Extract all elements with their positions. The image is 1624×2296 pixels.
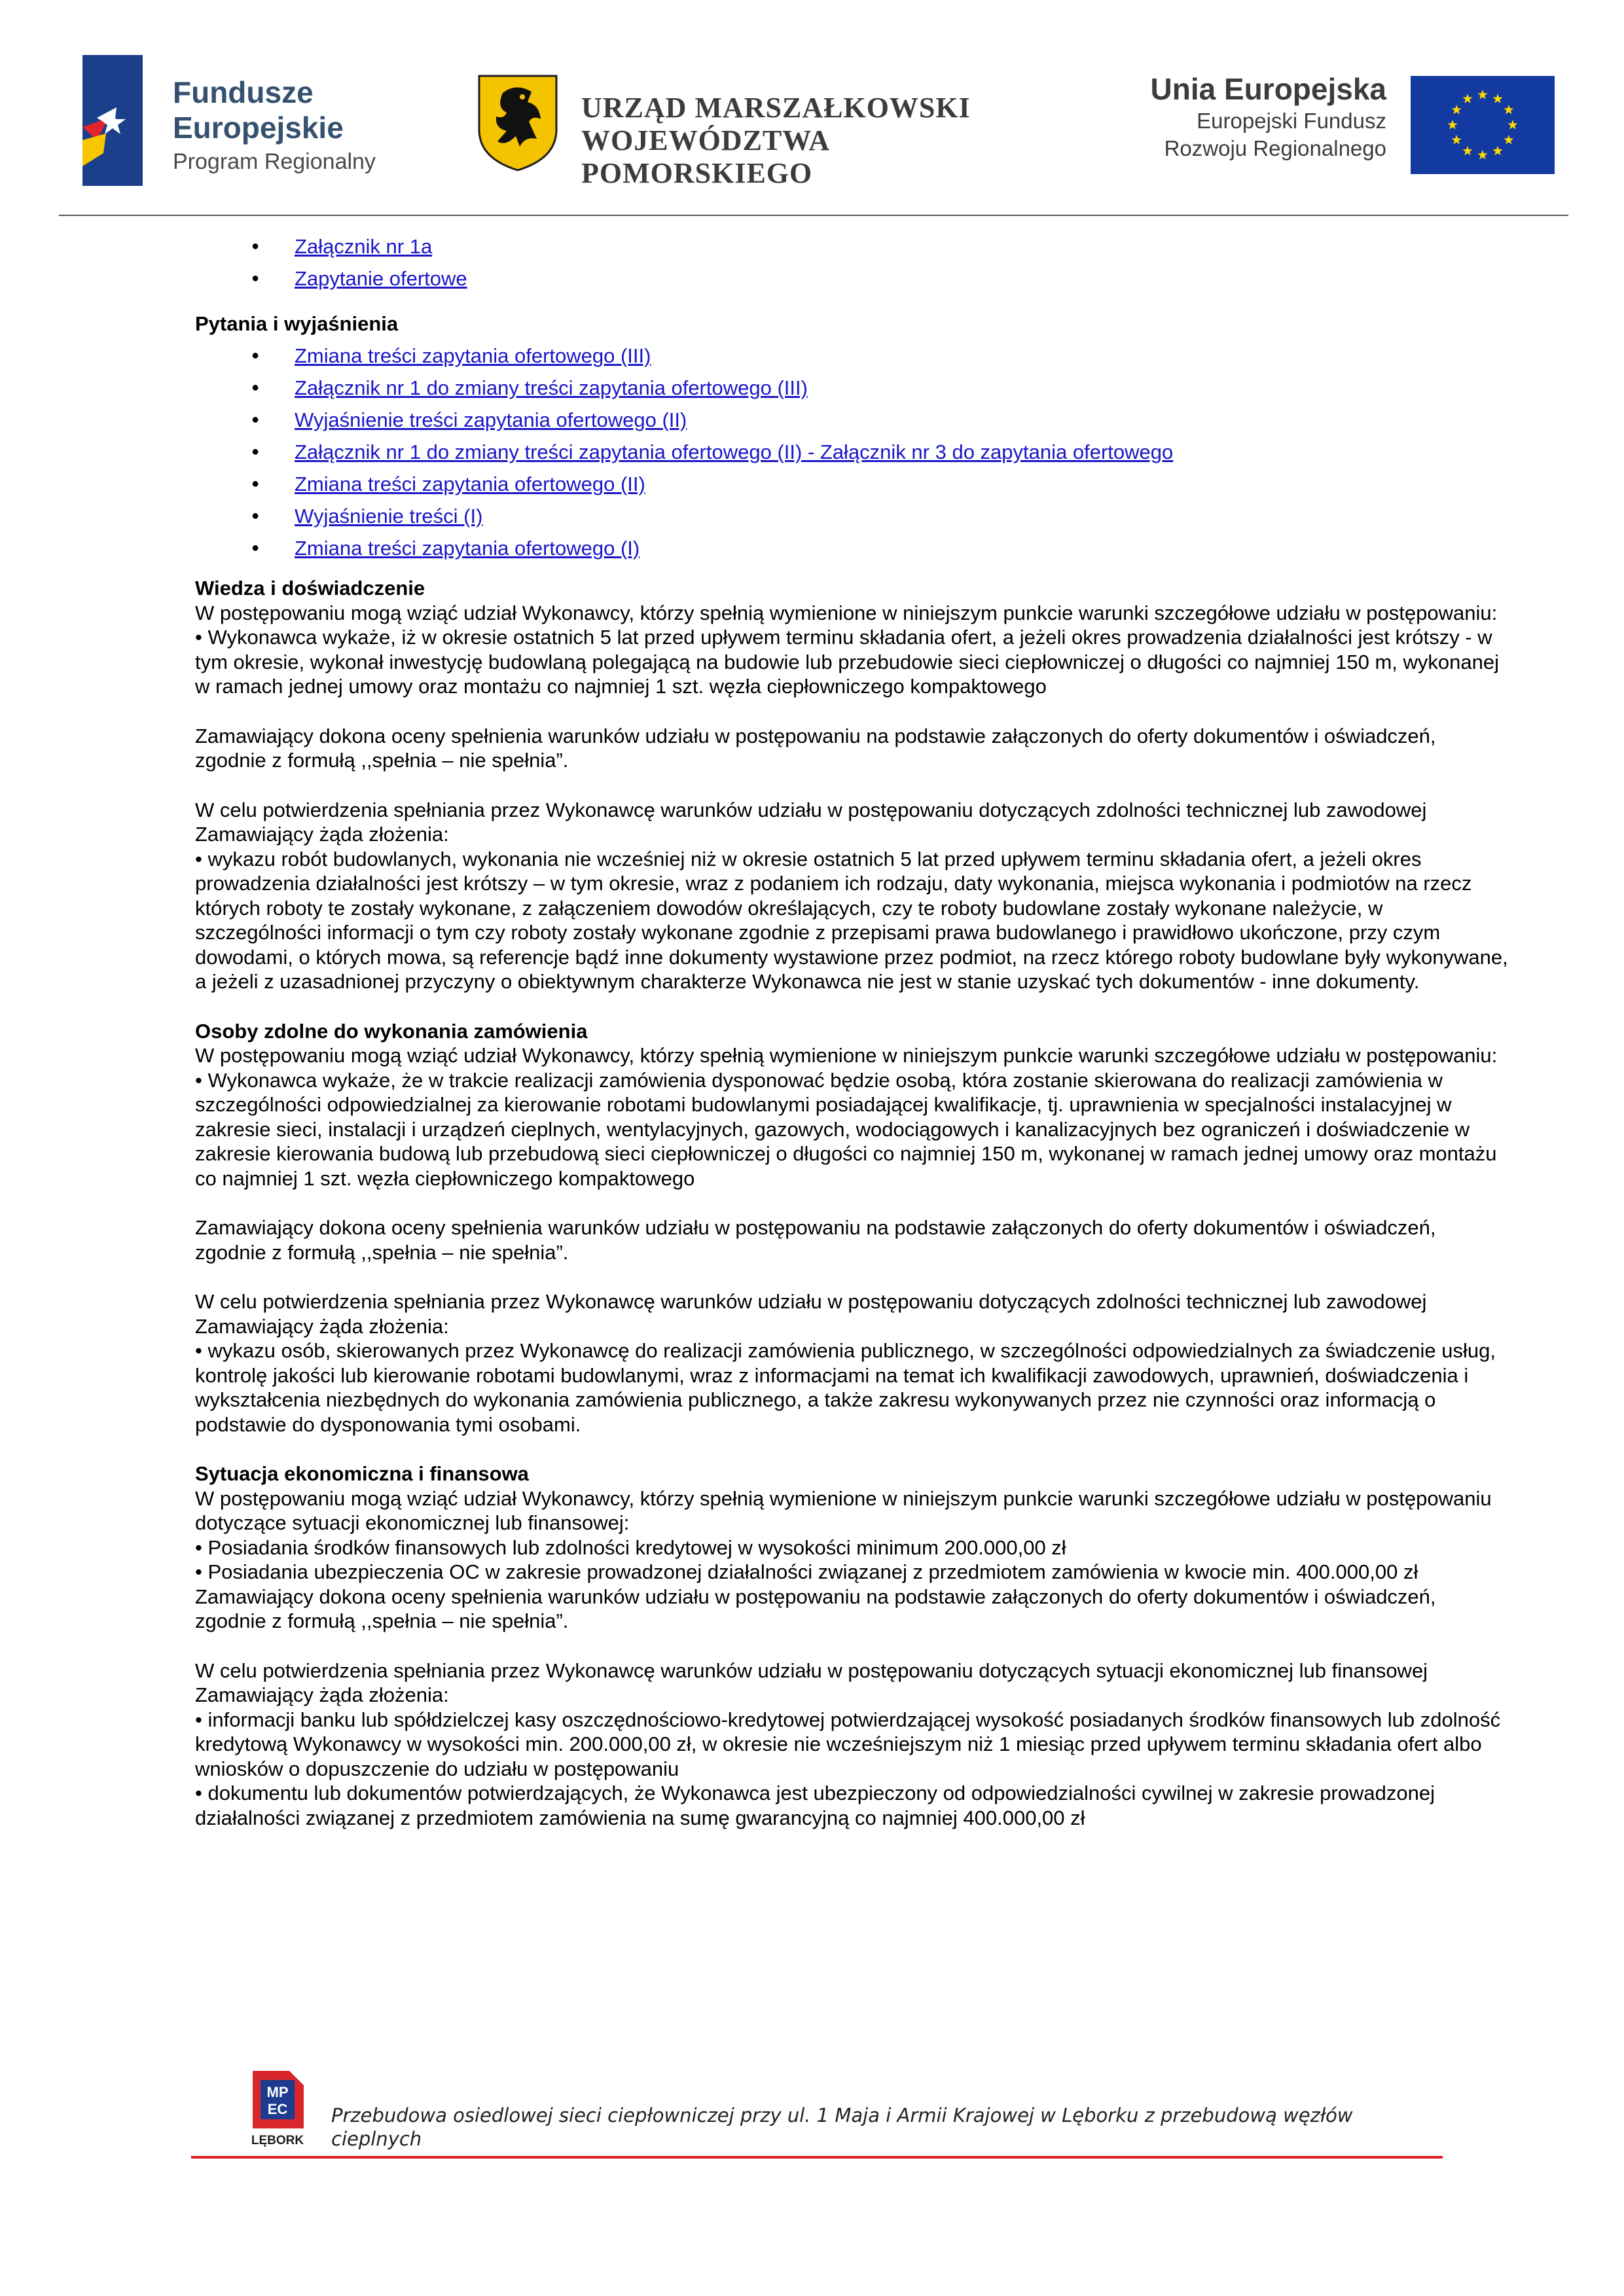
list-item [195, 230, 1511, 262]
section-heading-wiedza: Wiedza i doświadczenie [195, 577, 425, 600]
fe-logo-line2: Europejskie [173, 111, 344, 145]
list-item [195, 404, 1511, 436]
question-link[interactable]: Załącznik nr 1 do zmiany treści zapytania ofertowego (III) [295, 376, 808, 399]
paragraph: W celu potwierdzenia spełniania przez Wykonawcę warunków udziału w postępowaniu dotyczących zdolności technicznej lub zawodowej Zamawiający żąda złożenia: [195, 1290, 1427, 1338]
questions-heading: Pytania i wyjaśnienia [195, 312, 399, 335]
paragraph: Zamawiający dokona oceny spełnienia warunków udziału w postępowaniu na podstawie załączonych do oferty dokumentów i oświadczeń, zgodnie z formułą ,,spełnia – nie spełnia”. [195, 724, 1436, 772]
eu-flag-icon [1411, 76, 1555, 174]
question-link[interactable]: Zmiana treści zapytania ofertowego (I) [295, 537, 640, 560]
list-item [195, 436, 1511, 468]
list-item [195, 262, 1511, 295]
paragraph: • wykazu robót budowlanych, wykonania nie wcześniej niż w okresie ostatnich 5 lat przed upływem terminu składania ofert, a jeżeli okres prowadzenia działalności jest krótszy – w tym okresie, wraz z podaniem ich rodzaju, daty wykonania, miejsca wykonania i podmiotów na rzecz których roboty te zostały wykonane, z załączeniem dowodów określających, czy te roboty budowlane zostały wykonane należycie, w szczególności informacji o tym czy roboty zostały wykonane zgodnie z przepisami prawa budowlanego i prawidłowo ukończone, przy czym dowodami, o których mowa, są referencje bądź inne dokumenty wystawione przez podmiot, na rzecz którego roboty budowlane były wykonywane, a jeżeli z uzasadnionej przyczyny o obiektywnym charakterze Wykonawca nie jest w stanie uzyskać tych dokumentów - inne dokumenty. [195, 847, 1508, 993]
fundusze-europejskie-logo [77, 55, 391, 186]
ue-logo-line1: Unia Europejska [1150, 72, 1386, 106]
paragraph: Zamawiający dokona oceny spełnienia warunków udziału w postępowaniu na podstawie załączonych do oferty dokumentów i oświadczeń, zgodnie z formułą ,,spełnia – nie spełnia”. [195, 1585, 1436, 1632]
paragraph: W celu potwierdzenia spełniania przez Wykonawcę warunków udziału w postępowaniu dotyczących sytuacji ekonomicznej lub finansowej Zamawiający żąda złożenia: [195, 1659, 1428, 1706]
question-link[interactable]: Wyjaśnienie treści zapytania ofertowego (II) [295, 408, 687, 431]
question-link[interactable]: Zmiana treści zapytania ofertowego (II) [295, 473, 645, 495]
paragraph: Zamawiający dokona oceny spełnienia warunków udziału w postępowaniu na podstawie załączonych do oferty dokumentów i oświadczeń, zgodnie z formułą ,,spełnia – nie spełnia”. [195, 1216, 1436, 1264]
page-header [0, 0, 1624, 216]
mpec-logo-icon [244, 2068, 312, 2149]
attachment-link-zapytanie-ofertowe[interactable]: Zapytanie ofertowe [295, 267, 467, 290]
fe-star-emblem-icon [77, 55, 156, 186]
section-heading-sytuacja: Sytuacja ekonomiczna i finansowa [195, 1462, 529, 1485]
list-item [195, 372, 1511, 404]
paragraph: W postępowaniu mogą wziąć udział Wykonawcy, którzy spełnią wymienione w niniejszym punkcie warunki szczegółowe udziału w postępowaniu: [195, 1044, 1498, 1067]
list-item [195, 532, 1511, 564]
paragraph: • Posiadania ubezpieczenia OC w zakresie prowadzonej działalności związanej z przedmiotem zamówienia w kwocie min. 400.000,00 zł [195, 1560, 1418, 1583]
um-logo-line2: WOJEWÓDZTWA POMORSKIEGO [581, 124, 829, 189]
question-link[interactable]: Załącznik nr 1 do zmiany treści zapytania ofertowego (II) - Załącznik nr 3 do zapytania ofertowego [295, 440, 1174, 463]
list-item [195, 340, 1511, 372]
header-divider [59, 215, 1568, 216]
footer-project-title: Przebudowa osiedlowej sieci ciepłowniczej przy ul. 1 Maja i Armii Krajowej w Lęborku z przebudową węzłów cieplnych [331, 2104, 1353, 2150]
ue-logo-line3: Rozwoju Regionalnego [1164, 136, 1386, 160]
question-link[interactable]: Wyjaśnienie treści (I) [295, 505, 483, 528]
mpec-logo-text-top: MP [266, 2084, 289, 2100]
attachments-list [195, 230, 1511, 295]
list-item [195, 500, 1511, 532]
question-link[interactable]: Zmiana treści zapytania ofertowego (III) [295, 344, 651, 367]
mpec-lebork-logo [244, 2068, 312, 2149]
urzad-marszalkowski-logo [477, 73, 1053, 189]
paragraph: • informacji banku lub spółdzielczej kasy oszczędnościowo-kredytowej potwierdzającej wysokość posiadanych środków finansowych lub zdolność kredytową Wykonawcy w wysokości min. 200.000,00 zł, w okresie nie wcześniejszym niż 1 miesiąc przed upływem terminu składania ofert albo wniosków o dopuszczenie do udziału w postępowaniu [195, 1708, 1501, 1780]
paragraph: W celu potwierdzenia spełniania przez Wykonawcę warunków udziału w postępowaniu dotyczących zdolności technicznej lub zawodowej Zamawiający żąda złożenia: [195, 798, 1427, 846]
ue-logo-line2: Europejski Fundusz [1197, 109, 1386, 133]
paragraph: W postępowaniu mogą wziąć udział Wykonawcy, którzy spełnią wymienione w niniejszym punkcie warunki szczegółowe udziału w postępowaniu dotyczące sytuacji ekonomicznej lub finansowej: [195, 1486, 1492, 1534]
paragraph: • Wykonawca wykaże, iż w okresie ostatnich 5 lat przed upływem terminu składania ofert, a jeżeli okres prowadzenia działalności jest krótszy - w tym okresie, wykonał inwestycję budowlaną polegającą na budowie lub przebudowie sieci ciepłowniczej o długości co najmniej 150 m, wykonanej w ramach jednej umowy oraz montażu co najmniej 1 szt. węzła ciepłowniczego kompaktowego [195, 626, 1499, 698]
attachment-link-zalacznik-1a[interactable]: Załącznik nr 1a [295, 235, 433, 258]
questions-list [195, 340, 1511, 564]
fe-logo-line3: Program Regionalny [173, 149, 376, 174]
paragraph: • wykazu osób, skierowanych przez Wykonawcę do realizacji zamówienia publicznego, w szczególności odpowiedzialnych za świadczenie usług, kontrolę jakości lub kierowanie robotami budowlanymi, wraz z informacjami na temat ich kwalifikacji zawodowych, uprawnień, doświadczenia i wykształcenia niezbędnych do wykonania zamówienia publicznego, a także zakresu wykonywanych przez nie czynności oraz informacją o podstawie do dysponowania tymi osobami. [195, 1339, 1496, 1436]
list-item [195, 468, 1511, 500]
footer-divider [191, 2156, 1443, 2159]
mpec-logo-city: LĘBORK [251, 2134, 304, 2147]
griffin-crest-icon [477, 73, 559, 171]
paragraph: • dokumentu lub dokumentów potwierdzających, że Wykonawca jest ubezpieczony od odpowiedzialności cywilnej w zakresie prowadzonej działalności związanej z przedmiotem zamówienia na sumę gwarancyjną co najmniej 400.000,00 zł [195, 1782, 1435, 1829]
paragraph: • Posiadania środków finansowych lub zdolności kredytowej w wysokości minimum 200.000,00 zł [195, 1535, 1066, 1559]
um-logo-line1: URZĄD MARSZAŁKOWSKI [581, 92, 971, 124]
document-body [195, 230, 1511, 1830]
paragraph: W postępowaniu mogą wziąć udział Wykonawcy, którzy spełnią wymienione w niniejszym punkcie warunki szczegółowe udziału w postępowaniu: [195, 601, 1498, 624]
unia-europejska-logo [1125, 71, 1557, 175]
section-heading-osoby: Osoby zdolne do wykonania zamówienia [195, 1019, 588, 1043]
paragraph: • Wykonawca wykaże, że w trakcie realizacji zamówienia dysponować będzie osobą, która zostanie skierowana do realizacji zamówienia w szczególności odpowiedzialnej za kierowanie robotami budowlanymi posiadającej kwalifikacje, tj. uprawnienia w specjalności instalacyjnej w zakresie sieci, instalacji i urządzeń cieplnych, wentylacyjnych, gazowych, wodociągowych i kanalizacyjnych bez ograniczeń i doświadczenie w zakresie kierowania budową lub przebudową sieci ciepłowniczej o długości co najmniej 150 m, wykonanej w ramach jednej umowy oraz montażu co najmniej 1 szt. węzła ciepłowniczego kompaktowego [195, 1068, 1497, 1190]
fe-logo-line1: Fundusze [173, 75, 314, 109]
mpec-logo-text-mid: EC [267, 2101, 288, 2117]
